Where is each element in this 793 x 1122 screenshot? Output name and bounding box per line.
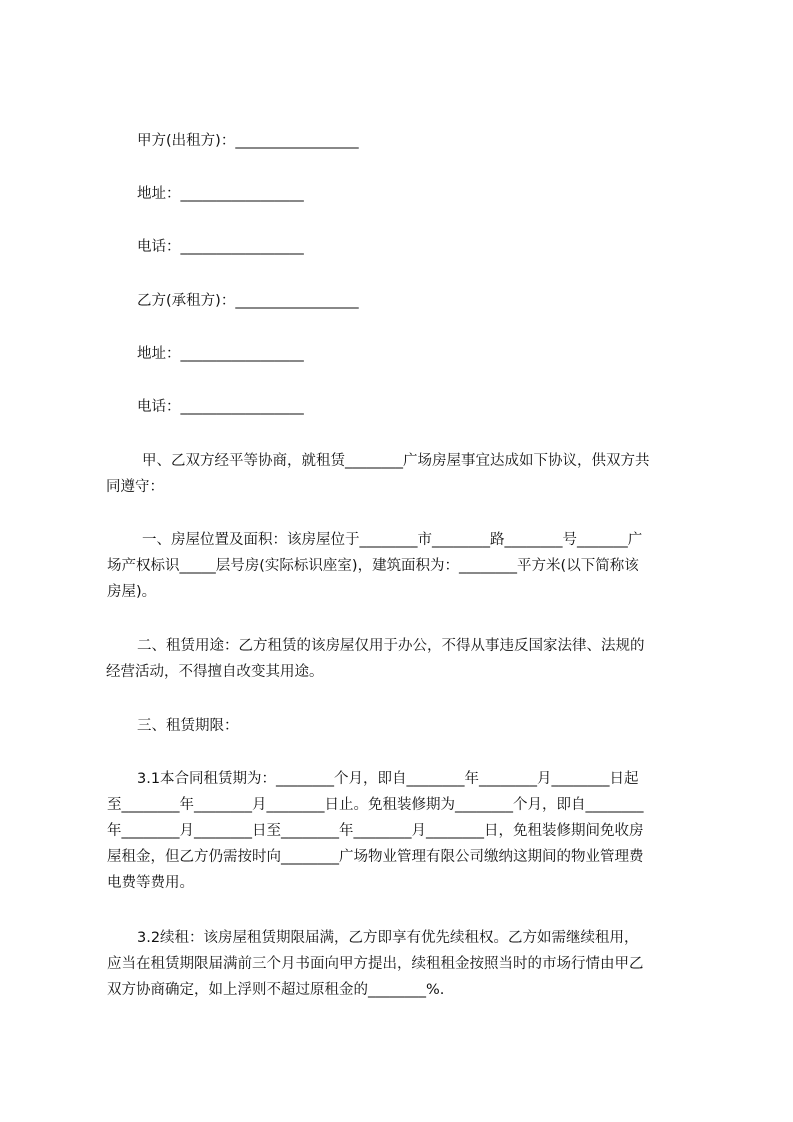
clause-3-1-line-2: 至________年________月________日止。免租装修期为________个月，即自________	[107, 797, 644, 813]
party-a-phone: 电话：_________________	[137, 239, 304, 255]
clause-3-1-line-1: 3.1本合同租赁期为：________个月，即自________年________月________日起	[137, 771, 639, 787]
section-2-line-2: 经营活动，不得擅自改变其用途。	[106, 664, 324, 680]
preamble-line-2: 同遵守：	[106, 479, 164, 495]
party-b-title: 乙方(承租方)：_________________	[137, 293, 359, 309]
party-a-address: 地址：_________________	[137, 186, 304, 202]
clause-3-2-line-2: 应当在租赁期限届满前三个月书面向甲方提出，续租租金按照当时的市场行情由甲乙	[107, 956, 644, 972]
clause-3-1-line-4: 屋租金，但乙方仍需按时向________广场物业管理有限公司缴纳这期间的物业管理费	[107, 849, 644, 865]
section-2-line-1: 二、租赁用途：乙方租赁的该房屋仅用于办公，不得从事违反国家法律、法规的	[137, 638, 645, 654]
party-b-phone: 电话：_________________	[137, 399, 304, 415]
party-a-title: 甲方(出租方)：_________________	[137, 133, 359, 149]
clause-3-1-line-5: 电费等费用。	[107, 875, 194, 891]
clause-3-2-line-3: 双方协商确定，如上浮则不超过原租金的________%.	[107, 982, 445, 998]
clause-3-1-line-3: 年________月________日至________年________月________日，免租装修期间免收房	[107, 823, 644, 839]
preamble-line-1: 甲、乙双方经平等协商，就租赁________广场房屋事宜达成如下协议，供双方共	[142, 453, 650, 469]
section-1-line-2: 场产权标识_____层号房(实际标识座室)，建筑面积为：________平方米(以下简称该	[107, 558, 639, 574]
clause-3-2-line-1: 3.2续租：该房屋租赁期限届满，乙方即享有优先续租权。乙方如需继续租用，	[137, 930, 639, 946]
section-1-line-3: 房屋)。	[107, 584, 157, 600]
section-1-line-1: 一、房屋位置及面积：该房屋位于________市________路________号_______广	[142, 532, 643, 548]
section-3-title: 三、租赁期限：	[137, 718, 239, 734]
party-b-address: 地址：_________________	[137, 346, 304, 362]
